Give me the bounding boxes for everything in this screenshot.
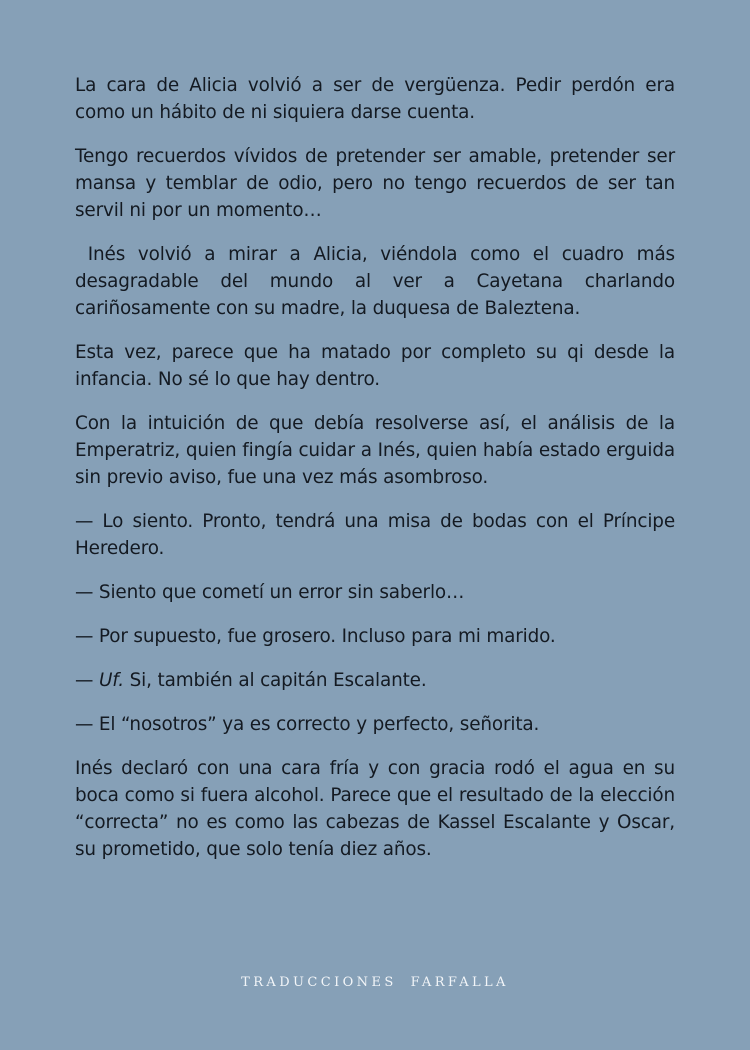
- footer-word-2: FARFALLA: [410, 975, 509, 990]
- paragraph-4: Esta vez, parece que ha matado por completo su qi desde la infancia. No sé lo que hay dentro.: [75, 342, 675, 390]
- paragraph-1: La cara de Alicia volvió a ser de vergüenza. Pedir perdón era como un hábito de ni siquiera darse cuenta.: [75, 75, 675, 123]
- paragraph-5: Con la intuición de que debía resolverse así, el análisis de la Emperatriz, quien fingía cuidar a Inés, quien había estado erguida sin previo aviso, fue una vez más asombroso.: [75, 413, 675, 488]
- dialogue-4: [75, 667, 675, 694]
- dialogue-4-italic: Uf.: [98, 670, 124, 691]
- dialogue-2: — Siento que cometí un error sin saberlo…: [75, 582, 465, 603]
- paragraph-6: Inés declaró con una cara fría y con gracia rodó el agua en su boca como si fuera alcohol. Parece que el resultado de la elección “correcta” no es como las cabezas de Kassel Escalante y Oscar, su prometido, que solo tenía diez años.: [75, 758, 675, 860]
- dialogue-1: — Lo siento. Pronto, tendrá una misa de bodas con el Príncipe Heredero.: [75, 511, 675, 559]
- dialogue-4-prefix: —: [75, 670, 99, 691]
- dialogue-3: — Por supuesto, fue grosero. Incluso para mi marido.: [75, 626, 556, 647]
- dialogue-5: — El “nosotros” ya es correcto y perfecto, señorita.: [75, 714, 540, 735]
- footer-word-1: TRADUCCIONES: [241, 975, 397, 990]
- page-body: [75, 72, 681, 880]
- paragraph-2: Tengo recuerdos vívidos de pretender ser amable, pretender ser mansa y temblar de odio, pero no tengo recuerdos de ser tan servil ni por un momento…: [75, 146, 675, 221]
- footer-credit: [0, 975, 750, 990]
- paragraph-3: Inés volvió a mirar a Alicia, viéndola como el cuadro más desagradable del mundo al ver a Cayetana charlando cariñosamente con su madre, la duquesa de Baleztena.: [75, 244, 681, 319]
- dialogue-4-suffix: Si, también al capitán Escalante.: [123, 670, 427, 691]
